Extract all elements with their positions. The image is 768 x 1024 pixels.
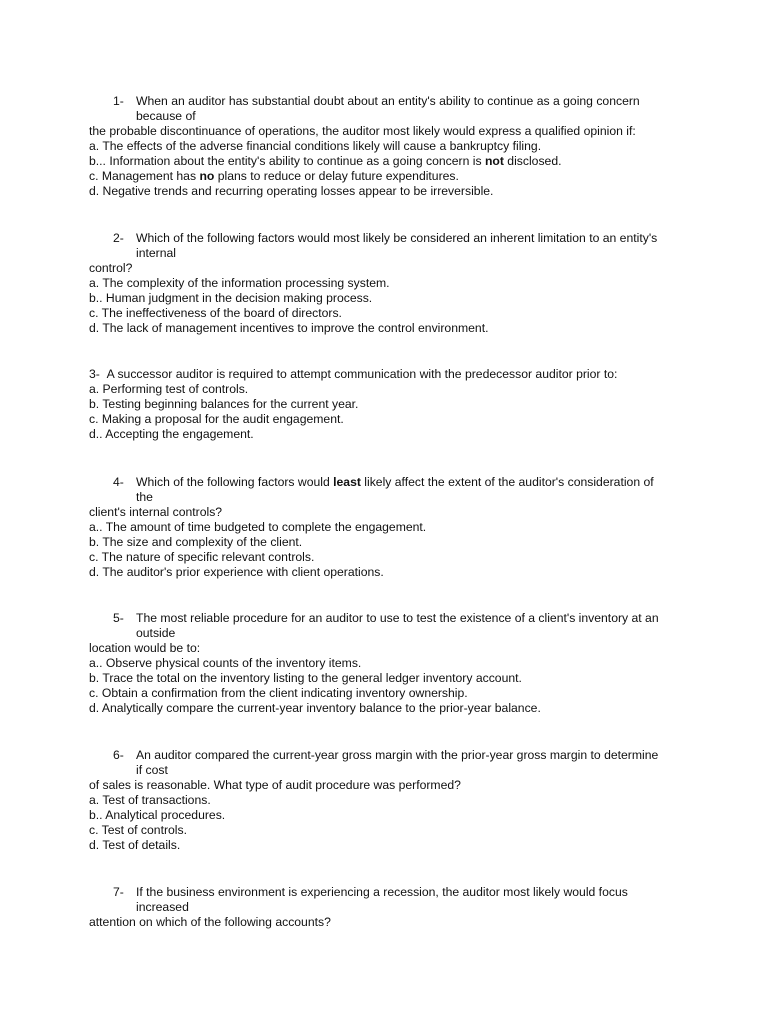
- question-number: 1-: [113, 94, 124, 108]
- option-a: a. The effects of the adverse financial conditions likely will cause a bankruptcy filing.: [89, 139, 542, 153]
- question-stem: [89, 94, 689, 124]
- option-d: d. Negative trends and recurring operating losses appear to be irreversible.: [89, 184, 494, 198]
- option-d: d. Test of details.: [89, 838, 181, 852]
- stem-line: increased: [136, 900, 189, 914]
- option-a: a.. The amount of time budgeted to complete the engagement.: [89, 520, 427, 534]
- stem-continuation: client's internal controls?: [89, 505, 223, 519]
- question-4: [89, 475, 689, 580]
- option-a: a. The complexity of the information processing system.: [89, 276, 390, 290]
- stem-line: The most reliable procedure for an auditor to use to test the existence of a client's inventory at an: [136, 611, 659, 625]
- option-b: b. Testing beginning balances for the current year.: [89, 397, 359, 411]
- question-number: 3-: [89, 367, 100, 381]
- stem-line: Which of the following factors would most likely be considered an inherent limitation to an entity's: [136, 231, 658, 245]
- question-stem: [89, 231, 689, 261]
- question-6: [89, 748, 689, 853]
- stem-line: If the business environment is experiencing a recession, the auditor most likely would focus: [136, 885, 628, 899]
- question-5: [89, 611, 689, 716]
- stem-line: An auditor compared the current-year gross margin with the prior-year gross margin to determine: [136, 748, 659, 762]
- stem-line: the: [136, 490, 153, 504]
- question-stem: [89, 475, 689, 505]
- option-b: b. Trace the total on the inventory listing to the general ledger inventory account.: [89, 671, 522, 685]
- stem-line: Which of the following factors would least likely affect the extent of the auditor's consideration of: [136, 475, 654, 489]
- option-c: c. Obtain a confirmation from the client indicating inventory ownership.: [89, 686, 468, 700]
- question-stem: [89, 367, 689, 382]
- question-stem: [89, 611, 689, 641]
- option-d: d.. Accepting the engagement.: [89, 427, 254, 441]
- option-a: a. Test of transactions.: [89, 793, 211, 807]
- option-c: c. The nature of specific relevant controls.: [89, 550, 315, 564]
- stem-continuation: control?: [89, 261, 133, 275]
- stem-line: because of: [136, 109, 196, 123]
- option-b: b.. Analytical procedures.: [89, 808, 226, 822]
- question-number: 5-: [113, 611, 124, 625]
- stem-continuation: attention on which of the following accounts?: [89, 915, 331, 929]
- option-d: d. The auditor's prior experience with client operations.: [89, 565, 384, 579]
- question-stem: [89, 748, 689, 778]
- option-d: d. Analytically compare the current-year inventory balance to the prior-year balance.: [89, 701, 541, 715]
- stem-line: When an auditor has substantial doubt about an entity's ability to continue as a going concern: [136, 94, 640, 108]
- stem-continuation: location would be to:: [89, 641, 201, 655]
- question-number: 4-: [113, 475, 124, 489]
- question-1: [89, 94, 689, 199]
- stem-line: A successor auditor is required to attempt communication with the predecessor auditor prior to:: [106, 367, 618, 381]
- stem-continuation: the probable discontinuance of operations, the auditor most likely would express a qualified opinion if:: [89, 124, 636, 138]
- stem-continuation: of sales is reasonable. What type of audit procedure was performed?: [89, 778, 461, 792]
- question-3: [89, 367, 689, 442]
- stem-line: internal: [136, 246, 176, 260]
- option-c: c. Test of controls.: [89, 823, 187, 837]
- stem-line: if cost: [136, 763, 168, 777]
- option-c: c. Management has no plans to reduce or delay future expenditures.: [89, 169, 459, 183]
- stem-line: outside: [136, 626, 176, 640]
- option-c: c. The ineffectiveness of the board of directors.: [89, 306, 342, 320]
- option-b: b.. Human judgment in the decision making process.: [89, 291, 373, 305]
- question-number: 7-: [113, 885, 124, 899]
- option-b: b. The size and complexity of the client.: [89, 535, 303, 549]
- question-number: 2-: [113, 231, 124, 245]
- question-number: 6-: [113, 748, 124, 762]
- option-d: d. The lack of management incentives to improve the control environment.: [89, 321, 489, 335]
- option-a: a.. Observe physical counts of the inventory items.: [89, 656, 362, 670]
- question-stem: [89, 885, 689, 915]
- option-a: a. Performing test of controls.: [89, 382, 249, 396]
- option-c: c. Making a proposal for the audit engagement.: [89, 412, 344, 426]
- question-2: [89, 231, 689, 336]
- question-7: [89, 885, 689, 930]
- option-b: b... Information about the entity's ability to continue as a going concern is not disclosed.: [89, 154, 562, 168]
